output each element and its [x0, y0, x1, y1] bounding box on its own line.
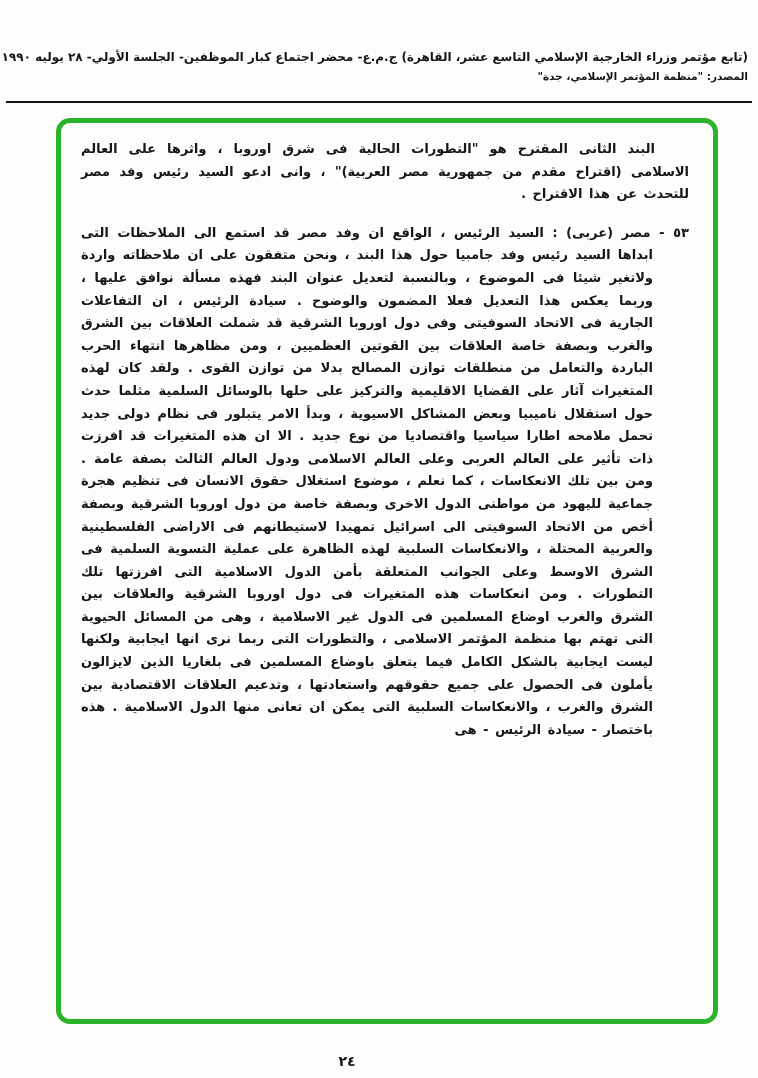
document-body-frame — [56, 118, 718, 1024]
header-title-line: (تابع مؤتمر وزراء الخارجية الإسلامي التاسع عشر، القاهرة) ج.م.ع- محضر اجتماع كبار الموظفين- الجلسة الأولي- ٢٨ يوليه ١٩٩٠ — [1, 50, 748, 64]
item-53-paragraph — [81, 223, 689, 743]
header-divider-rule — [6, 101, 752, 103]
item-number: ٥٣ - — [659, 225, 689, 241]
header-source-line: المصدر: "منظمة المؤتمر الإسلامي، جدة" — [537, 71, 748, 83]
page-number: ٢٤ — [338, 1054, 356, 1070]
item-text: مصر (عربى) : السيد الرئيس ، الواقع ان وفد مصر قد استمع الى الملاحظات التى ابداها السيد رئيس وفد جامبيا حول هذا البند ، ونحن متفقون على ان ملاحظاته واردة ولاتغير شيئا فى الموضوع ، وبالنسبة لتعديل عنوان البند فهذه مسألة نوافق عليها ، وربما يعكس هذا التعديل فعلا المضمون والوضوح . سيادة الرئيس ، ان التفاعلات الجارية فى الاتحاد السوفيتى وفى دول اوروبا الشرقية قد شملت العلاقات بين الشرق والغرب وبصفة خاصة العلاقات بين القوتين العظميين ، ومن مظاهرها انتهاء الحرب الباردة والتعامل من منطلقات توازن المصالح بدلا من توازن القوى . ولقد كان لهذه المتغيرات آثار على القضايا الاقليمية والتركيز على حلها بالوسائل السلمية مثلما حدث حول استقلال ناميبيا وبعض المشاكل الاسيوية ، وبدأ الامر يتبلور فى نظام دولى جديد تحمل ملامحه اطارا سياسيا واقتصاديا من نوع جديد . الا ان هذه المتغيرات قد افرزت ذات تأثير على العالم العربى وعلى العالم الاسلامى ودول العالم الثالث بصفة عامة . ومن بين تلك الانعكاسات ، كما نعلم ، موضوع استغلال حقوق الانسان فى تنظيم هجرة جماعية لليهود من مواطنى الدول الاخرى وبصفة خاصة من دول اوروبا الشرقية وبصفة أخص من الاتحاد السوفيتى الى اسرائيل تمهيدا لاستيطانهم فى الاراضى الفلسطينية والعربية المحتلة ، والانعكاسات السلبية لهذه الظاهرة على عملية التسوية السلمية فى الشرق الاوسط وعلى الجوانب المتعلقة بأمن الدول الاسلامية التى افرزتها تلك التطورات . ومن انعكاسات هذه المتغيرات فى دول اوروبا الشرقية والعلاقات بين الشرق والغرب اوضاع المسلمين فى الدول غير الاسلامية ، وهى من المسائل الحيوية التى تهتم بها منظمة المؤتمر الاسلامى ، والتطورات التى ربما نرى انها ايجابية ولكنها ليست ايجابية بالشكل الكامل فيما يتعلق باوضاع المسلمين فى بلغاريا الذين لايزالون يأملون فى الحصول على جميع حقوقهم واستعادتها ، وتدعيم العلاقات الاقتصادية بين الشرق والغرب ، والانعكاسات السلبية التى يمكن ان تعانى منها الدول الاسلامية . هذه باختصار - سيادة الرئيس - هى — [81, 225, 653, 738]
page-header — [1, 50, 748, 83]
intro-paragraph: البند الثانى المقترح هو "التطورات الحالية فى شرق اوروبا ، واثرها على العالم الاسلامى (اقتراح مقدم من جمهورية مصر العربية)" ، وانى ادعو السيد رئيس وفد مصر للتحدث عن هذا الاقتراح . — [81, 142, 689, 203]
